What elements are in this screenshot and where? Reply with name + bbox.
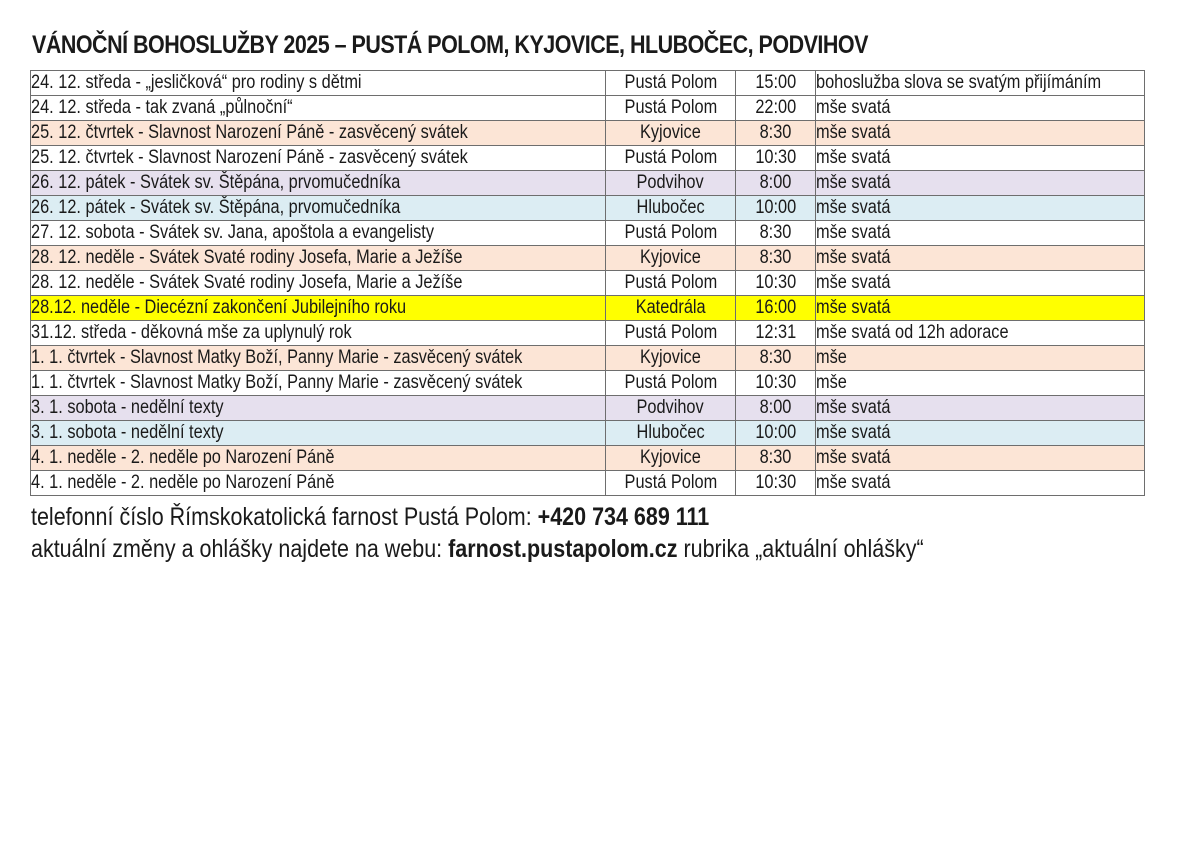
time-cell-text: 8:00 <box>759 397 792 418</box>
service-type-cell-text: mše svatá <box>816 147 891 168</box>
schedule-row <box>31 271 1145 296</box>
schedule-table <box>30 70 1145 496</box>
time-cell-text: 8:00 <box>759 172 792 193</box>
place-cell <box>606 421 736 446</box>
web-url: farnost.pustapolom.cz <box>448 535 678 563</box>
service-type-cell <box>816 221 1145 246</box>
time-cell <box>736 421 816 446</box>
schedule-row <box>31 196 1145 221</box>
service-type-cell <box>816 296 1145 321</box>
place-cell-text: Pustá Polom <box>624 272 717 293</box>
event-cell-text: 1. 1. čtvrtek - Slavnost Matky Boží, Panny Marie - zasvěcený svátek <box>31 372 523 393</box>
service-type-cell-text: mše svatá <box>816 122 891 143</box>
event-cell-text: 4. 1. neděle - 2. neděle po Narození Páně <box>31 447 335 468</box>
schedule-row <box>31 221 1145 246</box>
place-cell <box>606 296 736 321</box>
event-cell-text: 3. 1. sobota - nedělní texty <box>31 397 224 418</box>
time-cell-text: 16:00 <box>755 297 796 318</box>
event-cell <box>31 171 606 196</box>
event-cell-text: 27. 12. sobota - Svátek sv. Jana, apoštola a evangelisty <box>31 222 435 243</box>
time-cell-text: 10:30 <box>755 472 796 493</box>
time-cell <box>736 121 816 146</box>
place-cell <box>606 146 736 171</box>
footer-phone-line <box>31 503 709 532</box>
time-cell-text: 10:00 <box>755 422 796 443</box>
schedule-row <box>31 396 1145 421</box>
service-type-cell <box>816 196 1145 221</box>
place-cell <box>606 471 736 496</box>
service-type-cell-text: mše svatá <box>816 422 891 443</box>
page-title: VÁNOČNÍ BOHOSLUŽBY 2025 – PUSTÁ POLOM, KYJOVICE, HLUBOČEC, PODVIHOV <box>32 31 868 59</box>
service-type-cell-text: bohoslužba slova se svatým přijímáním <box>816 72 1102 93</box>
event-cell <box>31 246 606 271</box>
place-cell-text: Pustá Polom <box>624 472 717 493</box>
place-cell-text: Kyjovice <box>640 122 701 143</box>
time-cell-text: 12:31 <box>755 322 796 343</box>
place-cell <box>606 171 736 196</box>
time-cell-text: 10:30 <box>755 272 796 293</box>
time-cell <box>736 371 816 396</box>
place-cell <box>606 321 736 346</box>
footer-web-line <box>31 535 924 564</box>
event-cell <box>31 271 606 296</box>
event-cell <box>31 471 606 496</box>
time-cell <box>736 471 816 496</box>
service-type-cell-text: mše <box>816 347 847 368</box>
event-cell-text: 26. 12. pátek - Svátek sv. Štěpána, prvomučedníka <box>31 197 401 218</box>
event-cell <box>31 221 606 246</box>
time-cell <box>736 271 816 296</box>
schedule-row <box>31 321 1145 346</box>
place-cell-text: Kyjovice <box>640 247 701 268</box>
place-cell-text: Hlubočec <box>636 422 705 443</box>
service-type-cell <box>816 346 1145 371</box>
event-cell-text: 28. 12. neděle - Svátek Svaté rodiny Josefa, Marie a Ježíše <box>31 247 463 268</box>
service-type-cell <box>816 171 1145 196</box>
time-cell-text: 10:30 <box>755 372 796 393</box>
place-cell-text: Pustá Polom <box>624 147 717 168</box>
time-cell <box>736 446 816 471</box>
place-cell <box>606 96 736 121</box>
time-cell-text: 8:30 <box>759 447 792 468</box>
time-cell-text: 22:00 <box>755 97 796 118</box>
event-cell-text: 25. 12. čtvrtek - Slavnost Narození Páně - zasvěcený svátek <box>31 122 468 143</box>
event-cell-text: 31.12. středa - děkovná mše za uplynulý rok <box>31 322 352 343</box>
service-type-cell-text: mše svatá <box>816 397 891 418</box>
service-type-cell-text: mše svatá <box>816 247 891 268</box>
place-cell <box>606 271 736 296</box>
phone-number: +420 734 689 111 <box>537 503 710 531</box>
event-cell-text: 24. 12. středa - tak zvaná „půlnoční“ <box>31 97 293 118</box>
service-type-cell <box>816 246 1145 271</box>
event-cell-text: 24. 12. středa - „jesličková“ pro rodiny s dětmi <box>31 72 362 93</box>
schedule-row <box>31 296 1145 321</box>
service-type-cell <box>816 271 1145 296</box>
schedule-body <box>31 71 1145 496</box>
service-type-cell <box>816 121 1145 146</box>
event-cell <box>31 121 606 146</box>
time-cell <box>736 96 816 121</box>
schedule-row <box>31 146 1145 171</box>
time-cell <box>736 196 816 221</box>
schedule-row <box>31 346 1145 371</box>
event-cell <box>31 421 606 446</box>
place-cell-text: Hlubočec <box>636 197 705 218</box>
time-cell <box>736 71 816 96</box>
time-cell-text: 8:30 <box>759 122 792 143</box>
place-cell <box>606 371 736 396</box>
schedule-row <box>31 471 1145 496</box>
service-type-cell-text: mše svatá <box>816 197 891 218</box>
place-cell-text: Pustá Polom <box>624 372 717 393</box>
place-cell-text: Pustá Polom <box>624 322 717 343</box>
event-cell <box>31 371 606 396</box>
service-type-cell <box>816 146 1145 171</box>
event-cell <box>31 296 606 321</box>
time-cell-text: 10:30 <box>755 147 796 168</box>
place-cell <box>606 221 736 246</box>
event-cell-text: 28.12. neděle - Diecézní zakončení Jubilejního roku <box>31 297 407 318</box>
event-cell-text: 25. 12. čtvrtek - Slavnost Narození Páně - zasvěcený svátek <box>31 147 468 168</box>
schedule-row <box>31 371 1145 396</box>
place-cell <box>606 446 736 471</box>
service-type-cell-text: mše svatá <box>816 222 891 243</box>
event-cell-text: 4. 1. neděle - 2. neděle po Narození Páně <box>31 472 335 493</box>
web-section: rubrika „aktuální ohlášky“ <box>677 535 924 563</box>
place-cell <box>606 121 736 146</box>
time-cell-text: 8:30 <box>759 347 792 368</box>
time-cell <box>736 171 816 196</box>
time-cell <box>736 321 816 346</box>
event-cell <box>31 446 606 471</box>
place-cell-text: Katedrála <box>635 297 706 318</box>
event-cell-text: 26. 12. pátek - Svátek sv. Štěpána, prvomučedníka <box>31 172 401 193</box>
time-cell <box>736 146 816 171</box>
place-cell <box>606 71 736 96</box>
service-type-cell <box>816 446 1145 471</box>
event-cell-text: 28. 12. neděle - Svátek Svaté rodiny Josefa, Marie a Ježíše <box>31 272 463 293</box>
event-cell <box>31 346 606 371</box>
schedule-row <box>31 171 1145 196</box>
web-label: aktuální změny a ohlášky najdete na webu: <box>31 535 449 563</box>
service-type-cell-text: mše svatá <box>816 272 891 293</box>
schedule-row <box>31 421 1145 446</box>
service-type-cell-text: mše svatá <box>816 97 891 118</box>
place-cell-text: Kyjovice <box>640 347 701 368</box>
service-type-cell-text: mše svatá od 12h adorace <box>816 322 1009 343</box>
place-cell-text: Pustá Polom <box>624 222 717 243</box>
event-cell <box>31 96 606 121</box>
time-cell-text: 15:00 <box>755 72 796 93</box>
place-cell <box>606 196 736 221</box>
service-type-cell <box>816 421 1145 446</box>
schedule-row <box>31 71 1145 96</box>
service-type-cell <box>816 96 1145 121</box>
place-cell-text: Podvihov <box>636 397 705 418</box>
service-type-cell <box>816 71 1145 96</box>
time-cell-text: 8:30 <box>759 247 792 268</box>
event-cell <box>31 146 606 171</box>
service-type-cell <box>816 321 1145 346</box>
phone-label: telefonní číslo Římskokatolická farnost Pustá Polom: <box>31 503 538 531</box>
event-cell <box>31 321 606 346</box>
event-cell <box>31 196 606 221</box>
schedule-row <box>31 96 1145 121</box>
time-cell <box>736 221 816 246</box>
event-cell <box>31 71 606 96</box>
time-cell <box>736 396 816 421</box>
event-cell-text: 1. 1. čtvrtek - Slavnost Matky Boží, Panny Marie - zasvěcený svátek <box>31 347 523 368</box>
service-type-cell-text: mše svatá <box>816 172 891 193</box>
place-cell <box>606 346 736 371</box>
place-cell <box>606 396 736 421</box>
service-type-cell-text: mše <box>816 372 847 393</box>
place-cell-text: Pustá Polom <box>624 97 717 118</box>
place-cell-text: Podvihov <box>636 172 705 193</box>
time-cell-text: 8:30 <box>759 222 792 243</box>
time-cell <box>736 346 816 371</box>
schedule-row <box>31 121 1145 146</box>
service-type-cell <box>816 471 1145 496</box>
time-cell <box>736 296 816 321</box>
service-type-cell <box>816 396 1145 421</box>
time-cell-text: 10:00 <box>755 197 796 218</box>
time-cell <box>736 246 816 271</box>
event-cell-text: 3. 1. sobota - nedělní texty <box>31 422 224 443</box>
service-type-cell <box>816 371 1145 396</box>
schedule-row <box>31 446 1145 471</box>
place-cell-text: Kyjovice <box>640 447 701 468</box>
service-type-cell-text: mše svatá <box>816 472 891 493</box>
place-cell <box>606 246 736 271</box>
event-cell <box>31 396 606 421</box>
schedule-row <box>31 246 1145 271</box>
service-type-cell-text: mše svatá <box>816 447 891 468</box>
service-type-cell-text: mše svatá <box>816 297 891 318</box>
place-cell-text: Pustá Polom <box>624 72 717 93</box>
